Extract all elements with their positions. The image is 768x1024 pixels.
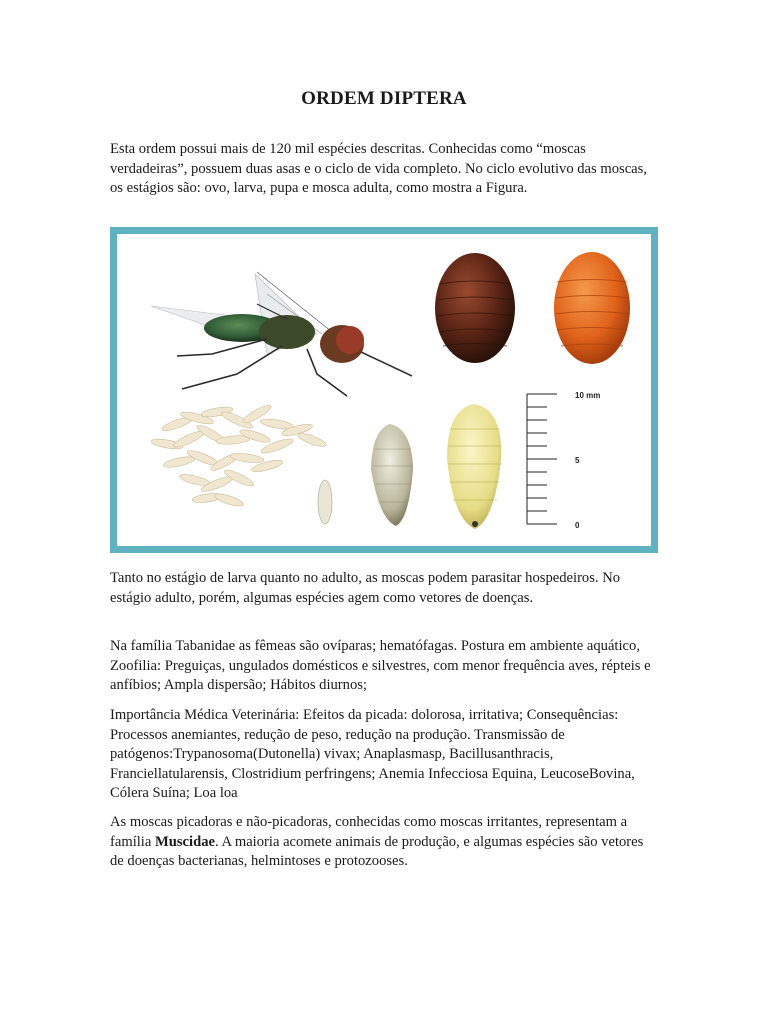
tabanidae-paragraph: Na família Tabanidae as fêmeas são ovíparas; hematófagas. Postura em ambiente aquático, Zoofilia: Preguiças, ungulados domésticos e silvestres, com menor frequência aves, répteis e anfíbios; Ampla dispersão; Hábitos diurnos;: [110, 638, 651, 694]
orange-pupa-image: [554, 252, 630, 364]
muscidae-text-after: . A maioria acomete animais de produção, e algumas espécies são vetores de doenças bacterianas, helmintoses e protozooses.: [110, 833, 644, 870]
adult-fly-image: [151, 272, 412, 396]
scale-label-bottom: 0: [575, 521, 580, 530]
small-larva-image: [318, 480, 332, 524]
muscidae-paragraph: [110, 813, 658, 872]
intro-paragraph: Esta ordem possui mais de 120 mil espécies descritas. Conhecidas como “moscas verdadeiras”, possuem duas asas e o ciclo de vida completo. No ciclo evolutivo das moscas, os estágios são: ovo, larva, pupa e mosca adulta, como mostra a Figura.: [110, 141, 647, 197]
larva-adult-paragraph: Tanto no estágio de larva quanto no adulto, as moscas podem parasitar hospedeiros. No estágio adulto, porém, algumas espécies agem como vetores de doenças.: [110, 570, 621, 606]
muscidae-family-name: Muscidae: [154, 833, 215, 850]
muscidae-text-before: As moscas picadoras e não-picadoras, conhecidas como moscas irritantes, representam a família: [110, 814, 628, 850]
document-title: ORDEM DIPTERA: [301, 88, 467, 109]
scale-label-top: 10 mm: [575, 391, 601, 400]
veterinary-importance-paragraph: Importância Médica Veterinária: Efeitos da picada: dolorosa, irritativa; Consequências: Processos anemiantes, redução de peso, redução na produção. Transmissão de patógenos:Trypanosoma(Dutonella) vivax; Anaplasmasp, Bacillusanthracis, Franciellatularensis, Clostridium perfringens; Anemia Infecciosa Equina, LeucoseBovina, Cólera Suína; Loa loa: [110, 707, 635, 802]
life-cycle-figure: [110, 227, 658, 553]
scale-label-middle: 5: [575, 456, 580, 465]
medium-larva-image: [371, 424, 413, 526]
large-larva-image: [447, 404, 502, 529]
scale-ruler: [527, 394, 557, 524]
eggs-cluster-image: [151, 403, 328, 509]
dark-pupa-image: [435, 253, 515, 363]
life-cycle-illustration: [117, 234, 651, 546]
